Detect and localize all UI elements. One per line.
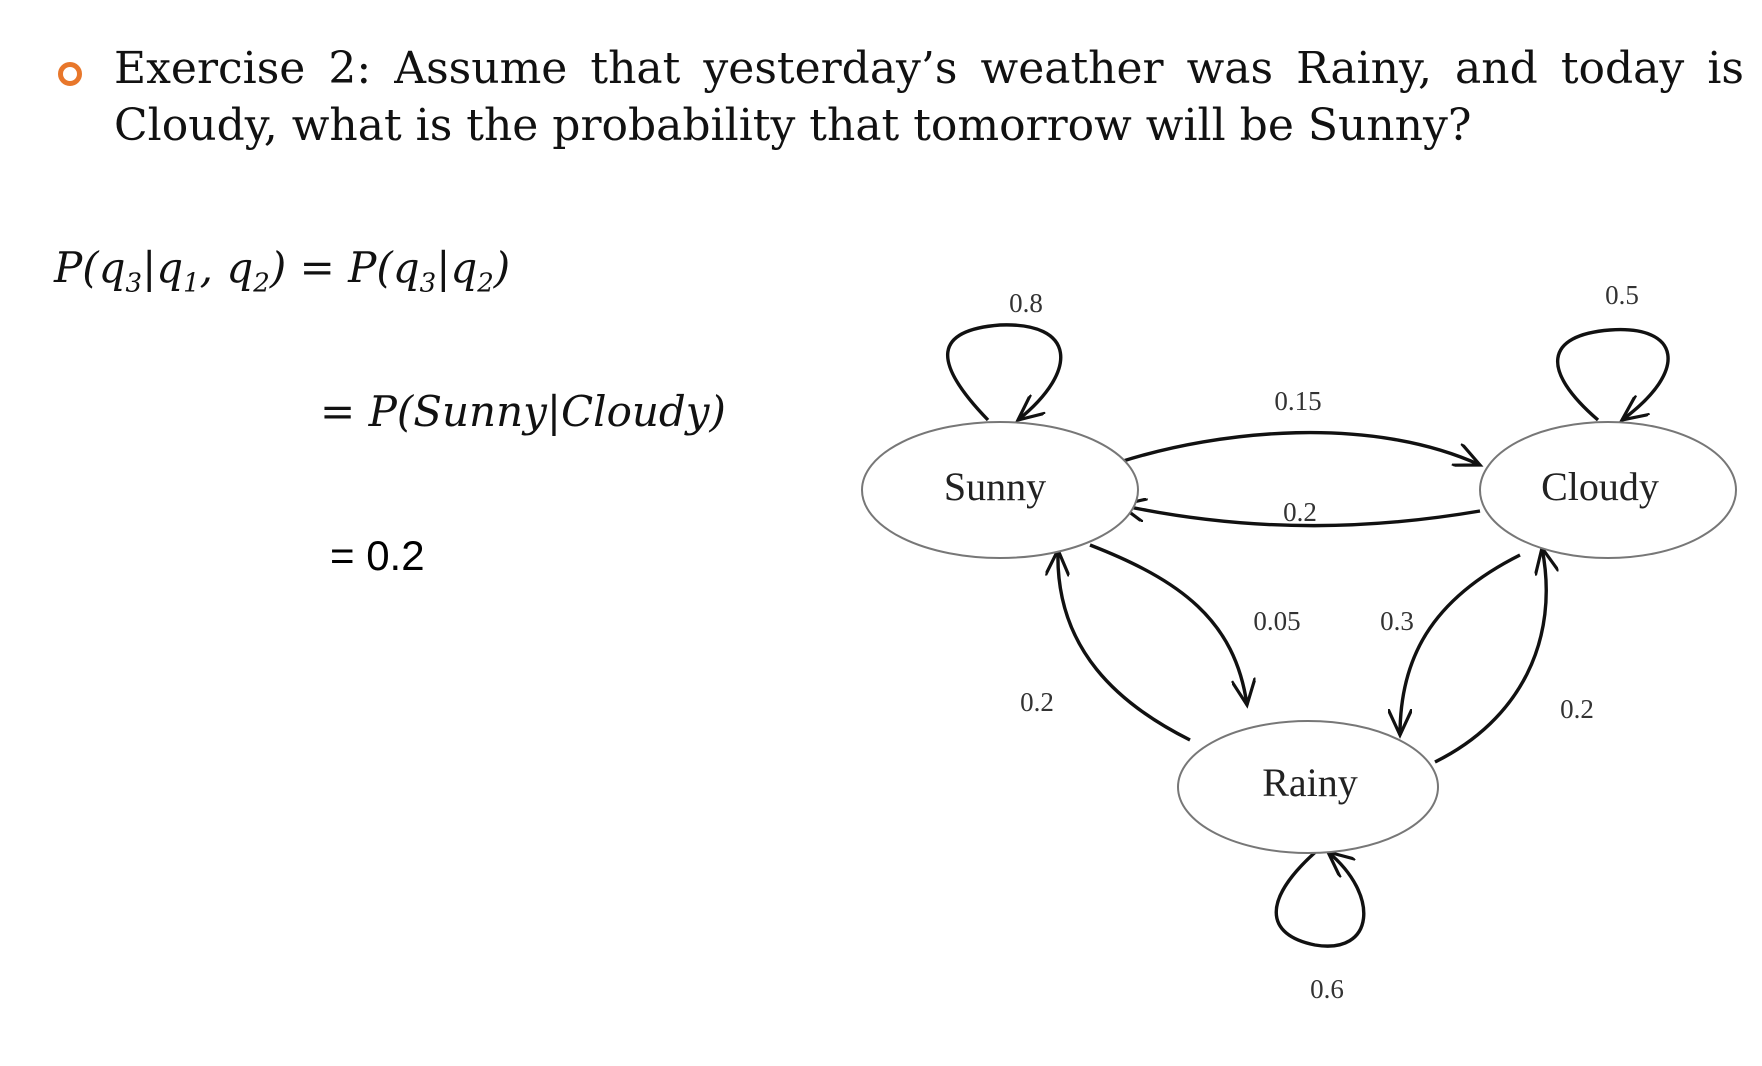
label-sunny-cloudy: 0.15 bbox=[1274, 386, 1322, 416]
label-rainy-cloudy: 0.2 bbox=[1560, 694, 1594, 724]
edge-sunny-cloudy bbox=[1120, 433, 1480, 465]
edge-cloudy-rainy bbox=[1400, 555, 1520, 735]
equation-lhs: $P(q_3|q_1$, $q_2$) bbox=[54, 243, 287, 299]
node-cloudy bbox=[1480, 422, 1736, 558]
node-sunny-label: Sunny bbox=[943, 464, 1047, 509]
label-cloudy-cloudy: 0.5 bbox=[1605, 280, 1639, 310]
label-sunny-rainy: 0.05 bbox=[1253, 606, 1301, 636]
label-rainy-sunny: 0.2 bbox=[1020, 687, 1054, 717]
edge-rainy-sunny bbox=[1058, 550, 1190, 740]
node-rainy-label: Rainy bbox=[1262, 760, 1358, 805]
exercise-text: Exercise 2: Assume that yesterday’s weather was Rainy, and today is Cloudy, what is the probability that tomorrow will be Sunny? bbox=[114, 43, 1744, 151]
node-cloudy-label: Cloudy bbox=[1541, 464, 1659, 509]
label-rainy-rainy: 0.6 bbox=[1310, 974, 1344, 1004]
equation-result: = 0.2 bbox=[330, 532, 425, 579]
label-cloudy-sunny: 0.2 bbox=[1283, 497, 1317, 527]
edge-rainy-rainy bbox=[1276, 848, 1364, 946]
equation-rhs: $P(q_3|q_2)$ bbox=[348, 243, 511, 299]
label-cloudy-rainy: 0.3 bbox=[1380, 606, 1414, 636]
edge-rainy-cloudy bbox=[1435, 548, 1546, 762]
edge-sunny-rainy bbox=[1090, 545, 1247, 705]
edge-cloudy-cloudy bbox=[1558, 330, 1668, 420]
label-sunny-sunny: 0.8 bbox=[1009, 288, 1043, 318]
node-sunny bbox=[862, 422, 1138, 558]
equation-conditional: P(Sunny|Cloudy) bbox=[368, 387, 726, 436]
node-rainy bbox=[1178, 721, 1438, 853]
equals-sign: = bbox=[299, 243, 335, 292]
edge-sunny-sunny bbox=[948, 325, 1061, 420]
equals-sign: = bbox=[320, 387, 356, 436]
